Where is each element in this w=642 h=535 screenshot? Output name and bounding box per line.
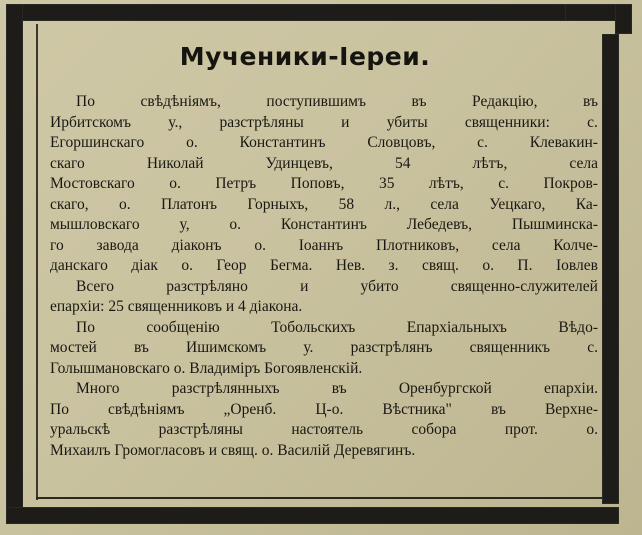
frame-right-upper-border [615, 4, 632, 34]
text-line: мостей въ Ишимскомъ у. разстрѣлянъ священникъ с. [50, 339, 598, 356]
frame-left-border [6, 4, 23, 524]
text-line: скаго Николай Удинцевъ, 54 лѣтъ, села [50, 154, 598, 172]
text-line: Михаилъ Громогласовъ и свящ. о. Василій Деревягинъ. [50, 441, 416, 459]
text-line: го завода діаконъ о. Іоаннъ Плотниковъ, села Колче- [50, 236, 598, 254]
text-line: Мостовскаго о. Петръ Поповъ, 35 лѣтъ, с. Покров- [50, 175, 598, 192]
frame-bottom-rule [36, 497, 602, 499]
text-line: скаго, о. Платонъ Горныхъ, 58 л., села Уецкаго, Ка- [50, 195, 598, 213]
text-line: Ирбитскомъ у., разстрѣляны и убиты священники: с. [50, 113, 598, 131]
frame-bottom-border [6, 507, 619, 524]
article-body [50, 92, 598, 461]
frame-inner-rule [36, 24, 38, 500]
text-line: По сообщенію Тобольскихъ Епархіальныхъ Вѣдо- [76, 318, 598, 336]
text-line: уральскѣ разстрѣляны настоятель собора прот. о. [50, 421, 598, 438]
text-line: мышловскаго у, о. Константинъ Лебедевъ, Пышминска- [50, 216, 598, 233]
article-title: Мученики-Іереи. [179, 42, 431, 71]
text-line: епархіи: 25 священниковъ и 4 діакона. [50, 298, 303, 315]
text-line: Голышмановскаго о. Владиміръ Богоявленскій. [50, 359, 363, 377]
frame-top-border [6, 4, 632, 21]
text-line: Егоршинскаго о. Константинъ Словцовъ, с. Клевакин- [50, 134, 598, 151]
text-line: По свѣдѣніямъ „Оренб. Ц-о. Вѣстника" въ Верхне- [50, 400, 598, 418]
text-line: По свѣдѣніямъ, поступившимъ въ Редакцію, въ [76, 93, 598, 110]
frame-right-border [602, 34, 619, 504]
text-line: данскаго діак о. Геор Бегма. Нев. з. свящ. о. П. Іовлев [50, 257, 598, 274]
text-line: Всего разстрѣляно и убито священно-служителей [76, 277, 598, 295]
text-line: Много разстрѣлянныхъ въ Оренбургской епархіи. [76, 380, 598, 397]
